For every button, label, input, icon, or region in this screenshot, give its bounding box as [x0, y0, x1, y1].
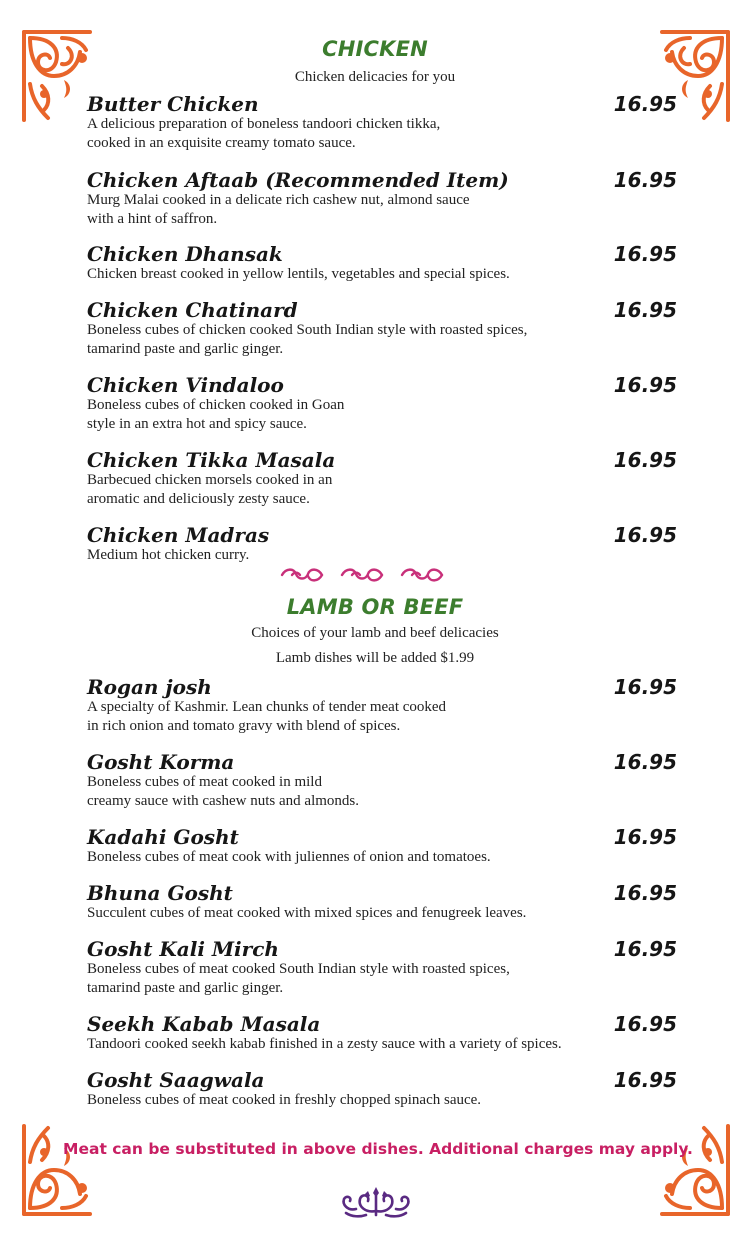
item-name: Chicken Aftaab (Recommended Item) [87, 168, 509, 192]
item-price: 16.95 [613, 448, 677, 472]
item-price: 16.95 [613, 750, 677, 774]
item-name: Gosht Korma [87, 750, 235, 774]
menu-item [87, 449, 677, 509]
item-price: 16.95 [613, 825, 677, 849]
item-description: Tandoori cooked seekh kabab finished in a zesty sauce with a variety of spices. [87, 1036, 562, 1052]
menu-item [87, 1069, 677, 1110]
item-price: 16.95 [613, 168, 677, 192]
footer-note: Meat can be substituted in above dishes. Additional charges may apply. [63, 1140, 693, 1158]
menu-item [87, 169, 677, 229]
item-name: Gosht Saagwala [87, 1068, 265, 1092]
item-description: A specialty of Kashmir. Lean chunks of tender meat cooked in rich onion and tomato gravy with blend of spices. [87, 699, 447, 734]
item-description: Boneless cubes of meat cooked in mild creamy sauce with cashew nuts and almonds. [87, 774, 359, 809]
section-title-chicken: CHICKEN [322, 37, 428, 61]
item-description: A delicious preparation of boneless tandoori chicken tikka, cooked in an exquisite creamy tomato sauce. [87, 116, 441, 151]
item-description: Boneless cubes of chicken cooked in Goan style in an extra hot and spicy sauce. [87, 397, 345, 432]
item-name: Chicken Dhansak [87, 242, 283, 266]
item-name: Bhuna Gosht [87, 881, 233, 905]
menu-item [87, 299, 677, 359]
item-description: Barbecued chicken morsels cooked in an aromatic and deliciously zesty sauce. [87, 472, 333, 507]
item-description: Succulent cubes of meat cooked with mixed spices and fenugreek leaves. [87, 905, 527, 921]
item-price: 16.95 [613, 373, 677, 397]
item-price: 16.95 [613, 298, 677, 322]
menu-item [87, 374, 677, 434]
item-name: Kadahi Gosht [87, 825, 239, 849]
item-description: Boneless cubes of meat cook with juliennes of onion and tomatoes. [87, 849, 491, 865]
item-price: 16.95 [613, 675, 677, 699]
menu-item [87, 1013, 677, 1054]
purple-flourish-icon [336, 1185, 416, 1219]
item-description: Murg Malai cooked in a delicate rich cashew nut, almond sauce with a hint of saffron. [87, 192, 470, 227]
item-description: Medium hot chicken curry. [87, 547, 250, 563]
item-name: Chicken Tikka Masala [87, 448, 336, 472]
section-title-lamb-beef: LAMB OR BEEF [286, 595, 464, 619]
item-name: Chicken Vindaloo [87, 373, 284, 397]
item-name: Seekh Kabab Masala [87, 1012, 321, 1036]
menu-item [87, 826, 677, 867]
item-price: 16.95 [613, 937, 677, 961]
item-name: Gosht Kali Mirch [87, 937, 279, 961]
menu-item [87, 676, 677, 736]
item-name: Chicken Madras [87, 523, 270, 547]
menu-item [87, 243, 677, 284]
section-subtitle-chicken: Chicken delicacies for you [294, 69, 456, 85]
menu-item [87, 938, 677, 998]
item-price: 16.95 [613, 881, 677, 905]
pink-swirl-divider-icon [278, 566, 458, 584]
menu-item [87, 751, 677, 811]
item-price: 16.95 [613, 1068, 677, 1092]
item-name: Butter Chicken [87, 92, 259, 116]
item-name: Chicken Chatinard [87, 298, 298, 322]
item-price: 16.95 [613, 92, 677, 116]
menu-item [87, 524, 677, 565]
menu-item [87, 882, 677, 923]
item-name: Rogan josh [87, 675, 212, 699]
menu-item [87, 93, 677, 153]
corner-ornament-icon [654, 1118, 732, 1218]
item-price: 16.95 [613, 242, 677, 266]
item-description: Boneless cubes of meat cooked in freshly chopped spinach sauce. [87, 1092, 482, 1108]
section-subtitle-lamb-beef: Choices of your lamb and beef delicacies [251, 625, 499, 641]
corner-ornament-icon [20, 1118, 98, 1218]
item-description: Boneless cubes of chicken cooked South Indian style with roasted spices, tamarind paste and garlic ginger. [87, 322, 528, 357]
item-price: 16.95 [613, 1012, 677, 1036]
section-note-lamb: Lamb dishes will be added $1.99 [275, 650, 475, 666]
item-description: Boneless cubes of meat cooked South Indian style with roasted spices, tamarind paste and garlic ginger. [87, 961, 510, 996]
item-description: Chicken breast cooked in yellow lentils, vegetables and special spices. [87, 266, 510, 282]
item-price: 16.95 [613, 523, 677, 547]
